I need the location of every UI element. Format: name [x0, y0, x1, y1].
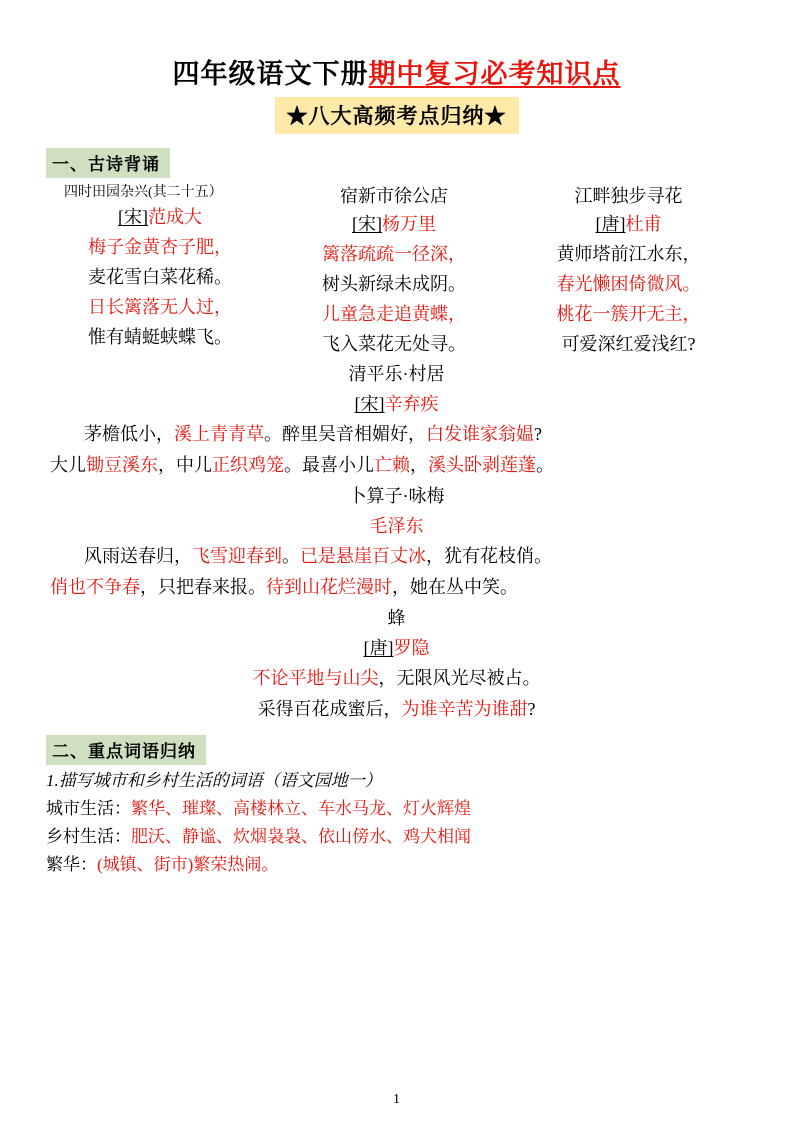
- poem-6-line-2: [46, 694, 747, 725]
- poem-5-author: 毛泽东: [369, 516, 424, 536]
- poem-column-2: [278, 182, 510, 359]
- poem-3-line-1: 黄师塔前江水东，: [556, 244, 701, 264]
- fanhua-value: (城镇、街市)繁荣热闹。: [97, 855, 279, 874]
- poem-4-l2-s6: 亡赖: [374, 455, 410, 475]
- poem-5-l1-s4: 已是悬崖百丈冰: [300, 546, 426, 566]
- poem-column-1: [46, 182, 278, 352]
- poem-columns: [46, 182, 747, 359]
- poem-4-l1-s3: 。醉里吴音相媚好，: [264, 424, 426, 444]
- section-2-item-1-title: 1.描写城市和乡村生活的词语（语文园地一）: [46, 771, 382, 790]
- poem-3-line-4: 可爱深红爱浅红?: [561, 334, 696, 354]
- poem-4-l1-s1: 茅檐低小，: [84, 424, 174, 444]
- poem-3-line-3: 桃花一簇开无主，: [556, 304, 701, 324]
- poem-5-l1-s1: 风雨送春归，: [84, 546, 192, 566]
- poem-3-line-2: 春光懒困倚微风。: [556, 274, 701, 294]
- poem-6-l1-s2: ，无限风光尽被占。: [378, 668, 541, 688]
- poem-6-author: [46, 633, 747, 663]
- poem-5-l1-s3: 。: [282, 546, 300, 566]
- poem-5-l1-s5: ，犹有花枝俏。: [426, 546, 552, 566]
- poem-6-dynasty: [唐]: [363, 638, 394, 658]
- poem-2-line-1: 篱落疏疏一径深，: [322, 244, 466, 264]
- poem-2-title: 宿新市徐公店: [340, 186, 448, 206]
- poem-1-line-3: 日长篱落无人过，: [88, 297, 232, 317]
- poem-4-l1-s5: ?: [534, 424, 542, 444]
- poem-5-l2-s4: ，她在丛中笑。: [392, 577, 518, 597]
- poem-6-line-1: [46, 663, 747, 694]
- poem-1-line-1: 梅子金黄杏子肥，: [88, 237, 232, 257]
- poem-1-author: [46, 203, 274, 232]
- poem-4-l1-s4: 白发谁家翁媪: [426, 424, 534, 444]
- poem-4-l2-s1: 大儿: [50, 455, 86, 475]
- page-title-black: 四年级语文下册: [172, 59, 369, 89]
- poem-4-l2-s9: 。: [536, 455, 554, 475]
- section-2-row-fanhua: [46, 851, 747, 879]
- poem-6-title: 蜂: [387, 608, 406, 628]
- page-title-red: 期中复习必考知识点: [368, 59, 621, 89]
- poem-4-line-2: [46, 450, 747, 481]
- section-header-poems: 一、古诗背诵: [46, 148, 170, 178]
- poem-5-l2-s2: ，只把春来报。: [140, 577, 266, 597]
- subtitle-container: [46, 97, 747, 134]
- poem-6-l2-s1: 采得百花成蜜后，: [257, 699, 402, 719]
- city-life-label: 城市生活：: [46, 799, 131, 818]
- poem-4-l2-s4: 正织鸡笼: [212, 455, 284, 475]
- section-1-header-row: [46, 144, 747, 180]
- poem-2-author: [278, 210, 510, 239]
- poem-5-l2-s3: 待到山花烂漫时: [266, 577, 392, 597]
- poem-4-line-1: [46, 419, 747, 450]
- village-life-label: 乡村生活：: [46, 827, 131, 846]
- poem-4-author-name: 辛弃疾: [384, 394, 439, 414]
- poem-2-line-3: 儿童急走追黄蝶，: [322, 304, 466, 324]
- poem-1-title: 四时田园杂兴(其二十五）: [64, 185, 223, 200]
- poem-3-dynasty: [唐]: [595, 214, 626, 234]
- poem-4-l2-s7: ，: [410, 455, 428, 475]
- poem-1-line-2: 麦花雪白菜花稀。: [88, 267, 232, 287]
- poem-5-l1-s2: 飞雪迎春到: [192, 546, 282, 566]
- page-title: [46, 52, 747, 91]
- poem-4-l2-s8: 溪头卧剥莲蓬: [428, 455, 536, 475]
- poem-4-l2-s5: 。最喜小儿: [284, 455, 374, 475]
- section-2-row-city: [46, 795, 747, 823]
- fanhua-label: 繁华：: [46, 855, 97, 874]
- subtitle-highlight: ★八大高频考点归纳★: [275, 97, 519, 134]
- city-life-value: 繁华、璀璨、高楼林立、车水马龙、灯火辉煌: [131, 799, 471, 818]
- page-number: 1: [393, 1092, 400, 1107]
- poem-1-line-4: 惟有蜻蜓蛱蝶飞。: [88, 327, 232, 347]
- village-life-value: 肥沃、静谧、炊烟袅袅、依山傍水、鸡犬相闻: [131, 827, 471, 846]
- poem-6-l2-s3: ?: [527, 699, 536, 719]
- poem-6-l2-s2: 为谁辛苦为谁甜: [401, 699, 528, 719]
- poem-2-author-name: 杨万里: [382, 214, 436, 234]
- section-2-header-row: [46, 731, 747, 767]
- poem-4-dynasty: [宋]: [354, 394, 385, 414]
- poem-5-line-1: [46, 541, 747, 572]
- poem-2-dynasty: [宋]: [352, 214, 382, 234]
- poem-1-dynasty: [宋]: [118, 207, 148, 227]
- poem-6-author-name: 罗隐: [393, 638, 430, 658]
- poem-1-author-name: 范成大: [148, 207, 202, 227]
- poem-2-line-2: 树头新绿未成阴。: [322, 274, 466, 294]
- poem-4-author: [46, 389, 747, 419]
- poem-2-line-4: 飞入菜花无处寻。: [322, 334, 466, 354]
- poem-4-title: 清平乐·村居: [348, 364, 445, 384]
- poem-5-title: 卜算子·咏梅: [348, 486, 445, 506]
- poem-5-line-2: [46, 572, 747, 603]
- poem-4-l2-s3: ，中儿: [158, 455, 212, 475]
- section-2-row-village: [46, 823, 747, 851]
- poem-3-title: 江畔独步寻花: [574, 186, 683, 206]
- poem-4-l1-s2: 溪上青青草: [174, 424, 264, 444]
- section-header-words: 二、重点词语归纳: [46, 735, 206, 765]
- poem-3-author-name: 杜甫: [625, 214, 662, 234]
- poem-3-author: [510, 210, 747, 239]
- poem-5-l2-s1: 俏也不争春: [50, 577, 140, 597]
- poem-6-l1-s1: 不论平地与山尖: [252, 668, 379, 688]
- poem-4-l2-s2: 锄豆溪东: [86, 455, 158, 475]
- poem-column-3: [510, 182, 747, 359]
